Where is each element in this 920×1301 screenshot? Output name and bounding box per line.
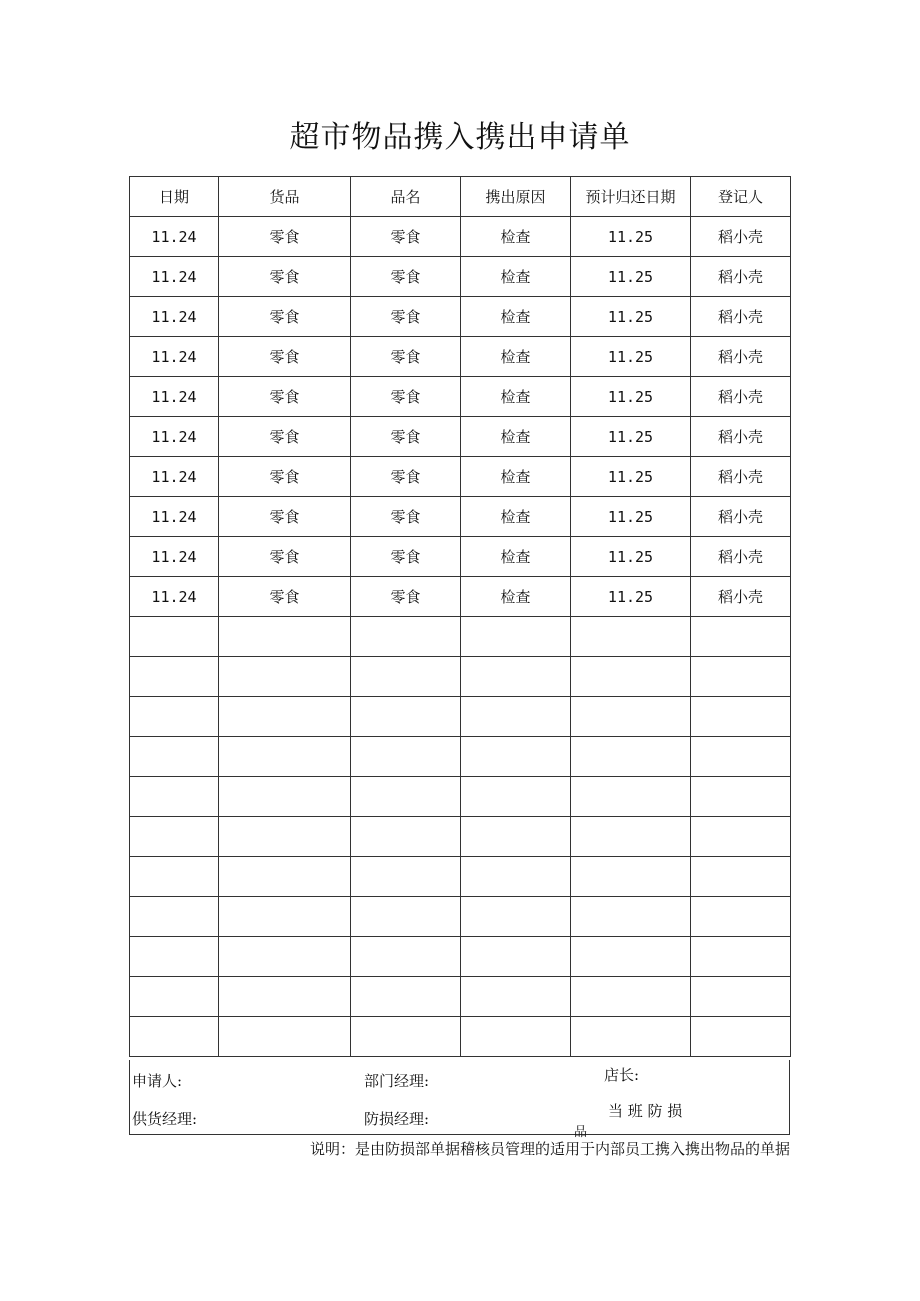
cell-goods: 零食 [219,457,351,497]
empty-cell [571,857,691,897]
cell-date: 11.24 [130,297,219,337]
table-row [130,457,791,497]
cell-goods: 零食 [219,377,351,417]
cell-reason: 检查 [461,417,571,457]
cell-reason: 检查 [461,217,571,257]
cell-goods: 零食 [219,297,351,337]
empty-table-row [130,977,791,1017]
empty-cell [130,617,219,657]
empty-cell [461,977,571,1017]
empty-cell [571,817,691,857]
table-row [130,577,791,617]
cell-item-name: 零食 [351,217,461,257]
empty-cell [351,697,461,737]
empty-cell [571,657,691,697]
cell-date: 11.24 [130,217,219,257]
cell-registrar: 稻小壳 [691,577,791,617]
empty-cell [571,977,691,1017]
empty-cell [351,977,461,1017]
cell-return-date: 11.25 [571,457,691,497]
table-header-row [130,177,791,217]
empty-cell [571,697,691,737]
cell-return-date: 11.25 [571,337,691,377]
header-reason: 携出原因 [461,177,571,217]
cell-date: 11.24 [130,497,219,537]
empty-table-row [130,657,791,697]
empty-table-row [130,617,791,657]
header-item-name: 品名 [351,177,461,217]
empty-cell [351,1017,461,1057]
table-row [130,537,791,577]
empty-cell [571,897,691,937]
empty-cell [219,817,351,857]
cell-reason: 检查 [461,577,571,617]
empty-cell [219,737,351,777]
header-return-date: 预计归还日期 [571,177,691,217]
empty-cell [219,1017,351,1057]
empty-cell [351,897,461,937]
empty-cell [461,857,571,897]
empty-cell [691,737,791,777]
table-row [130,217,791,257]
empty-cell [219,937,351,977]
cell-date: 11.24 [130,537,219,577]
empty-cell [571,1017,691,1057]
loss-prevention-manager-label: 防损经理: [364,1110,430,1128]
empty-cell [219,777,351,817]
empty-cell [219,697,351,737]
cell-reason: 检查 [461,537,571,577]
empty-cell [691,897,791,937]
cell-reason: 检查 [461,497,571,537]
empty-cell [130,897,219,937]
cell-goods: 零食 [219,337,351,377]
cell-date: 11.24 [130,257,219,297]
cell-item-name: 零食 [351,337,461,377]
cell-item-name: 零食 [351,297,461,337]
cell-date: 11.24 [130,377,219,417]
cell-goods: 零食 [219,537,351,577]
header-goods: 货品 [219,177,351,217]
cell-registrar: 稻小壳 [691,497,791,537]
table-body [130,217,791,1057]
cell-goods: 零食 [219,497,351,537]
cell-item-name: 零食 [351,497,461,537]
cell-return-date: 11.25 [571,377,691,417]
cell-registrar: 稻小壳 [691,337,791,377]
cell-registrar: 稻小壳 [691,457,791,497]
cell-return-date: 11.25 [571,257,691,297]
cell-reason: 检查 [461,457,571,497]
empty-cell [130,657,219,697]
empty-table-row [130,1017,791,1057]
empty-cell [351,817,461,857]
empty-cell [461,897,571,937]
cell-goods: 零食 [219,577,351,617]
cell-date: 11.24 [130,457,219,497]
empty-cell [219,657,351,697]
cell-registrar: 稻小壳 [691,537,791,577]
empty-cell [219,617,351,657]
cell-goods: 零食 [219,417,351,457]
empty-cell [461,657,571,697]
empty-table-row [130,937,791,977]
cell-date: 11.24 [130,577,219,617]
cell-item-name: 零食 [351,417,461,457]
form-note: 说明：是由防损部单据稽核员管理的适用于内部员工携入携出物品的单据 [309,1140,790,1158]
empty-table-row [130,697,791,737]
empty-cell [571,617,691,657]
table-row [130,297,791,337]
empty-table-row [130,737,791,777]
empty-cell [351,617,461,657]
table-row [130,497,791,537]
empty-cell [571,737,691,777]
cell-item-name: 零食 [351,457,461,497]
cell-return-date: 11.25 [571,217,691,257]
empty-cell [130,857,219,897]
empty-table-row [130,897,791,937]
supply-manager-label: 供货经理: [132,1110,198,1128]
empty-cell [461,937,571,977]
empty-cell [130,697,219,737]
cell-registrar: 稻小壳 [691,417,791,457]
duty-loss-prevention-label: 当 班 防 损 [608,1102,683,1120]
form-title: 超市物品携入携出申请单 [289,120,631,155]
table-row [130,417,791,457]
empty-cell [219,897,351,937]
cell-return-date: 11.25 [571,577,691,617]
empty-cell [691,857,791,897]
duty-loss-prevention-overflow: 品 [574,1125,588,1140]
empty-cell [461,817,571,857]
cell-reason: 检查 [461,377,571,417]
table-row [130,337,791,377]
cell-item-name: 零食 [351,257,461,297]
cell-registrar: 稻小壳 [691,297,791,337]
dept-manager-label: 部门经理: [364,1072,430,1090]
empty-table-row [130,857,791,897]
cell-return-date: 11.25 [571,537,691,577]
store-manager-label: 店长: [604,1066,640,1084]
empty-table-row [130,817,791,857]
empty-cell [351,857,461,897]
empty-cell [219,977,351,1017]
empty-cell [461,777,571,817]
empty-cell [571,937,691,977]
empty-cell [130,777,219,817]
empty-cell [691,657,791,697]
empty-cell [691,697,791,737]
empty-cell [691,977,791,1017]
empty-cell [461,737,571,777]
header-date: 日期 [130,177,219,217]
item-table [129,176,791,1057]
empty-cell [130,977,219,1017]
cell-registrar: 稻小壳 [691,217,791,257]
cell-item-name: 零食 [351,577,461,617]
signature-section [129,1060,790,1140]
empty-cell [130,817,219,857]
empty-cell [130,737,219,777]
cell-item-name: 零食 [351,537,461,577]
cell-item-name: 零食 [351,377,461,417]
cell-reason: 检查 [461,297,571,337]
header-registrar: 登记人 [691,177,791,217]
cell-goods: 零食 [219,217,351,257]
table-row [130,377,791,417]
empty-cell [691,937,791,977]
cell-return-date: 11.25 [571,497,691,537]
applicant-label: 申请人: [132,1072,183,1090]
cell-registrar: 稻小壳 [691,377,791,417]
empty-cell [461,697,571,737]
empty-cell [351,737,461,777]
empty-cell [461,1017,571,1057]
empty-cell [691,617,791,657]
empty-cell [130,1017,219,1057]
empty-cell [351,657,461,697]
cell-reason: 检查 [461,257,571,297]
cell-reason: 检查 [461,337,571,377]
empty-cell [219,857,351,897]
empty-cell [571,777,691,817]
table-row [130,257,791,297]
empty-table-row [130,777,791,817]
cell-return-date: 11.25 [571,417,691,457]
cell-return-date: 11.25 [571,297,691,337]
empty-cell [691,777,791,817]
cell-registrar: 稻小壳 [691,257,791,297]
empty-cell [130,937,219,977]
cell-date: 11.24 [130,337,219,377]
empty-cell [351,777,461,817]
cell-date: 11.24 [130,417,219,457]
empty-cell [461,617,571,657]
empty-cell [351,937,461,977]
cell-goods: 零食 [219,257,351,297]
empty-cell [691,1017,791,1057]
empty-cell [691,817,791,857]
